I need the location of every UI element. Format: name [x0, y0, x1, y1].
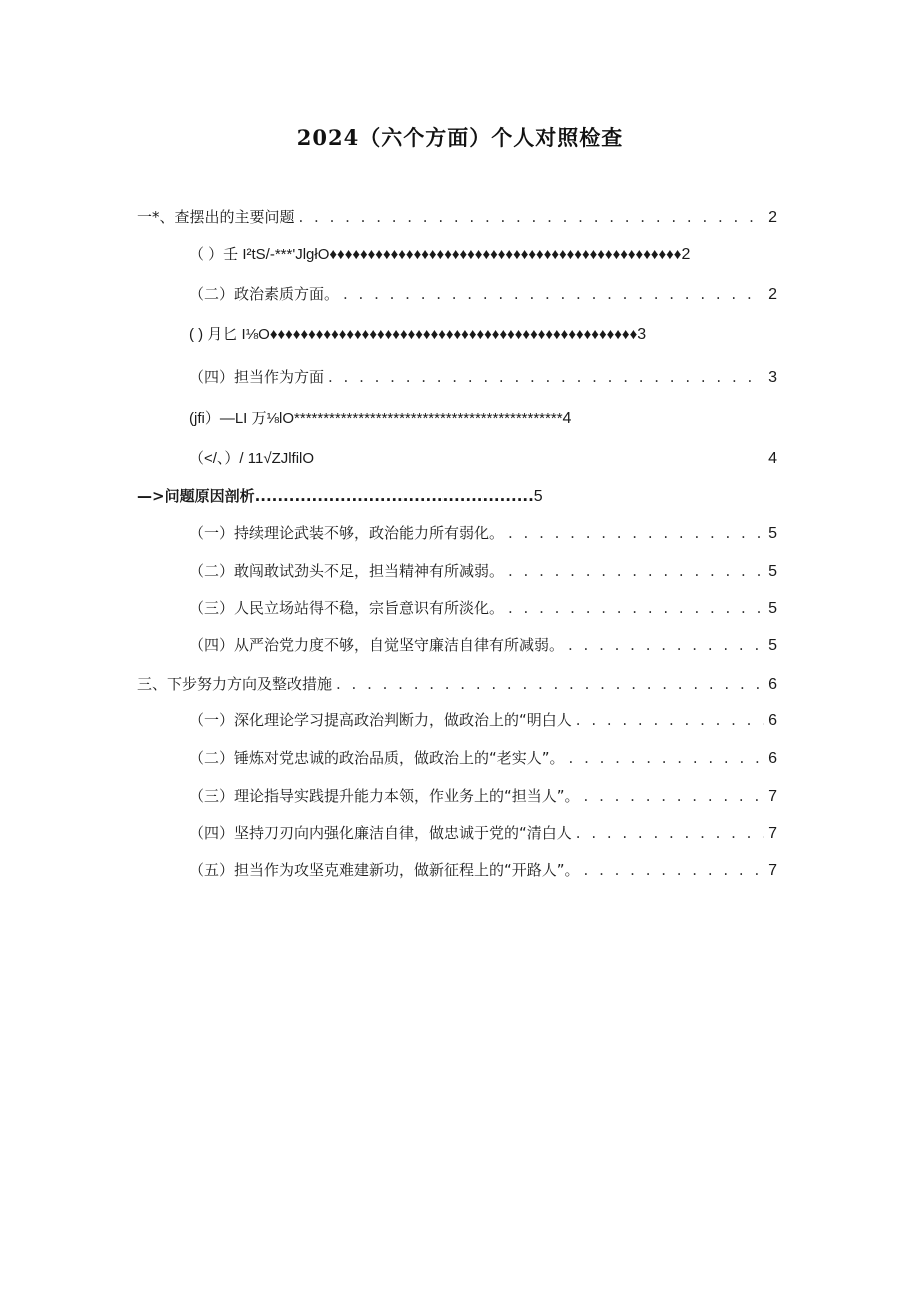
toc-entry-label: 一*、查摆出的主要问题	[137, 208, 295, 226]
toc-dot-leader	[569, 748, 765, 768]
toc-page-number: 2	[768, 209, 777, 226]
toc-entry-section-2-3[interactable]	[189, 598, 777, 619]
toc-page-number: 7	[768, 788, 777, 805]
toc-page-number: 2	[768, 286, 777, 303]
toc-entry-label: （四）从严治党力度不够，自觉坚守廉洁自律有所减弱。	[189, 636, 565, 654]
toc-entry-label: (jfi）—LI 万⅛lO**********************************************	[189, 410, 563, 427]
toc-entry-label: ( ) 月匕 I⅛O♦♦♦♦♦♦♦♦♦♦♦♦♦♦♦♦♦♦♦♦♦♦♦♦♦♦♦♦♦♦♦♦♦♦♦♦♦♦♦♦♦♦♦♦♦♦♦♦	[189, 326, 638, 343]
toc-entry-section-1[interactable]	[137, 207, 777, 228]
toc-dot-leader	[336, 674, 764, 694]
toc-entry-label: （</、）/ 11√ZJlfilO	[189, 450, 315, 467]
toc-entry-section-1-6[interactable]	[189, 449, 777, 469]
toc-dot-leader	[328, 367, 764, 387]
toc-page-number: 3	[637, 326, 647, 343]
document-title: 2024（六个方面）个人对照检查	[296, 125, 624, 150]
toc-entry-label: （四）担当作为方面	[189, 368, 325, 386]
toc-entry-section-3-3[interactable]	[189, 786, 777, 807]
toc-entry-section-1-3[interactable]	[189, 325, 777, 345]
toc-entry-label: （二）敢闯敢试劲头不足，担当精神有所减弱。	[189, 562, 505, 580]
toc-dot-leader	[508, 523, 764, 543]
toc-entry-label: （二）政治素质方面。	[189, 285, 340, 303]
toc-entry-label: （ ）壬 I²tS/-***'JlgłO♦♦♦♦♦♦♦♦♦♦♦♦♦♦♦♦♦♦♦♦♦♦♦♦♦♦♦♦♦♦♦♦♦♦♦♦♦♦♦♦♦♦♦♦♦♦	[189, 246, 682, 263]
toc-dot-leader	[299, 207, 765, 227]
toc-entry-section-2-4[interactable]	[189, 635, 777, 656]
toc-page-number: 3	[768, 369, 777, 386]
toc-entry-section-2-1[interactable]	[189, 523, 777, 544]
toc-page-number: 6	[768, 712, 777, 729]
toc-dot-leader	[584, 860, 765, 880]
toc-entry-section-1-4[interactable]	[189, 367, 777, 388]
toc-entry-section-3-4[interactable]	[189, 823, 777, 844]
toc-entry-section-3-2[interactable]	[189, 748, 777, 769]
toc-entry-section-1-2[interactable]	[189, 284, 777, 305]
toc-dot-leader	[568, 635, 764, 655]
toc-page-number: 4	[562, 410, 572, 427]
toc-page-number: 5	[533, 488, 543, 505]
toc-page-number: 5	[768, 563, 777, 580]
toc-page-number: 5	[768, 600, 777, 617]
toc-page-number: 5	[768, 637, 777, 654]
toc-entry-label: （一）深化理论学习提高政治判断力，做政治上的“明白人	[189, 711, 572, 729]
toc-dot-leader	[343, 284, 764, 304]
toc-entry-section-3[interactable]	[137, 674, 777, 695]
toc-page-number: 6	[768, 676, 777, 693]
toc-entry-label: （五）担当作为攻坚克难建新功，做新征程上的“开路人”。	[189, 861, 580, 879]
toc-dot-leader	[584, 786, 765, 806]
toc-entry-label: （一）持续理论武装不够，政治能力所有弱化。	[189, 524, 505, 542]
toc-entry-section-2[interactable]	[137, 486, 777, 507]
toc-dot-leader	[576, 710, 764, 730]
toc-dot-leader	[576, 823, 764, 843]
toc-entry-label: 三、下步努力方向及整改措施	[137, 675, 333, 693]
toc-entry-label: （三）人民立场站得不稳，宗旨意识有所淡化。	[189, 599, 505, 617]
toc-dot-leader	[508, 561, 764, 581]
toc-entry-label: （三）理论指导实践提升能力本领，作业务上的“担当人”。	[189, 787, 580, 805]
toc-page-number: 7	[768, 862, 777, 879]
toc-page-number: 6	[768, 750, 777, 767]
toc-dot-leader	[508, 598, 764, 618]
toc-page-number: 7	[768, 825, 777, 842]
toc-entry-label: （四）坚持刀刃向内强化廉洁自律，做忠诚于党的“清白人	[189, 824, 572, 842]
toc-entry-section-1-1[interactable]	[189, 245, 777, 265]
toc-entry-section-3-1[interactable]	[189, 710, 777, 731]
toc-page-number: 5	[768, 525, 777, 542]
toc-entry-label: （二）锤炼对党忠诚的政治品质，做政治上的“老实人”。	[189, 749, 565, 767]
toc-page-number: 2	[681, 246, 691, 263]
toc-entry-section-1-5[interactable]	[189, 409, 777, 429]
toc-entry-section-3-5[interactable]	[189, 860, 777, 881]
toc-page-number: 4	[768, 450, 777, 467]
toc-entry-section-2-2[interactable]	[189, 561, 777, 582]
toc-entry-label: —>问题原因剖析.................................................	[137, 487, 534, 505]
